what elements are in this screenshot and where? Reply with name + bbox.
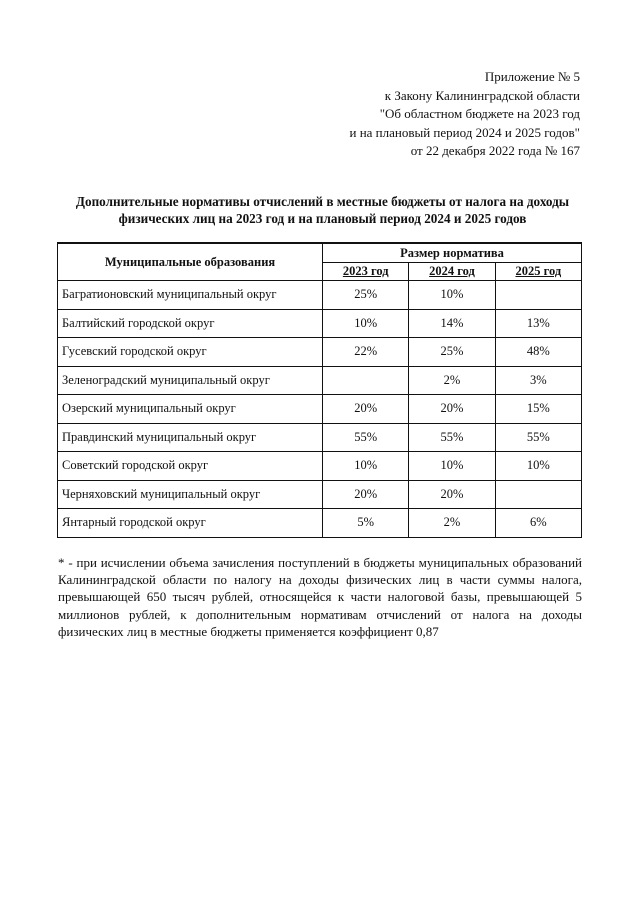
table-row [58, 338, 582, 367]
value-2025: 13% [495, 309, 581, 338]
value-2023: 25% [323, 281, 409, 310]
table-row [58, 281, 582, 310]
value-2023: 22% [323, 338, 409, 367]
appendix-line: от 22 декабря 2022 года № 167 [410, 143, 580, 159]
value-2025: 48% [495, 338, 581, 367]
title-line-1: Дополнительные нормативы отчислений в местные бюджеты от налога на доходы [75, 194, 570, 209]
value-2025: 6% [495, 509, 581, 538]
appendix-block [349, 68, 580, 161]
value-2024: 10% [409, 281, 495, 310]
value-2023: 20% [323, 395, 409, 424]
header-norm-size: Размер норматива [323, 243, 582, 263]
table-row [58, 309, 582, 338]
value-2024: 20% [409, 480, 495, 509]
value-2023 [323, 366, 409, 395]
document-title [60, 193, 585, 227]
table-header-row [58, 243, 582, 263]
value-2025: 55% [495, 423, 581, 452]
footnote: * - при исчислении объема зачисления поступлений в бюджеты муниципальных образований Калининградской области по налогу на доходы физических лиц в части суммы налога, превышающей 650 тысяч рублей, относящейся к части налоговой базы, превышающей 5 миллионов рублей, к дополнительным нормативам отчислений от налога на доходы физических лиц в местные бюджеты применяется коэффициент 0,87 [58, 555, 582, 639]
value-2025 [495, 281, 581, 310]
table-row [58, 423, 582, 452]
value-2025: 10% [495, 452, 581, 481]
header-year-2023: 2023 год [323, 263, 409, 281]
municipality-name: Озерский муниципальный округ [58, 395, 323, 424]
header-year-2024: 2024 год [409, 263, 495, 281]
table-row [58, 452, 582, 481]
municipality-name: Балтийский городской округ [58, 309, 323, 338]
municipality-name: Зеленоградский муниципальный округ [58, 366, 323, 395]
value-2025 [495, 480, 581, 509]
table-row [58, 366, 582, 395]
header-municipality: Муниципальные образования [58, 243, 323, 281]
appendix-line: Приложение № 5 [484, 69, 580, 84]
appendix-line: к Закону Калининградской области [384, 87, 580, 103]
value-2024: 2% [409, 366, 495, 395]
appendix-line: и на плановый период 2024 и 2025 годов" [349, 124, 580, 140]
value-2024: 25% [409, 338, 495, 367]
value-2023: 10% [323, 452, 409, 481]
value-2023: 55% [323, 423, 409, 452]
municipality-name: Янтарный городской округ [58, 509, 323, 538]
value-2025: 3% [495, 366, 581, 395]
municipality-name: Багратионовский муниципальный округ [58, 281, 323, 310]
value-2024: 14% [409, 309, 495, 338]
title-line-2: физических лиц на 2023 год и на плановый период 2024 и 2025 годов [118, 211, 527, 226]
value-2024: 20% [409, 395, 495, 424]
value-2024: 10% [409, 452, 495, 481]
table-row [58, 509, 582, 538]
norms-table [57, 242, 582, 538]
municipality-name: Черняховский муниципальный округ [58, 480, 323, 509]
value-2023: 10% [323, 309, 409, 338]
value-2023: 20% [323, 480, 409, 509]
value-2025: 15% [495, 395, 581, 424]
value-2024: 55% [409, 423, 495, 452]
municipality-name: Правдинский муниципальный округ [58, 423, 323, 452]
municipality-name: Советский городской округ [58, 452, 323, 481]
table-row [58, 395, 582, 424]
value-2024: 2% [409, 509, 495, 538]
appendix-line: "Об областном бюджете на 2023 год [379, 106, 580, 122]
header-year-2025: 2025 год [495, 263, 581, 281]
value-2023: 5% [323, 509, 409, 538]
municipality-name: Гусевский городской округ [58, 338, 323, 367]
table-row [58, 480, 582, 509]
